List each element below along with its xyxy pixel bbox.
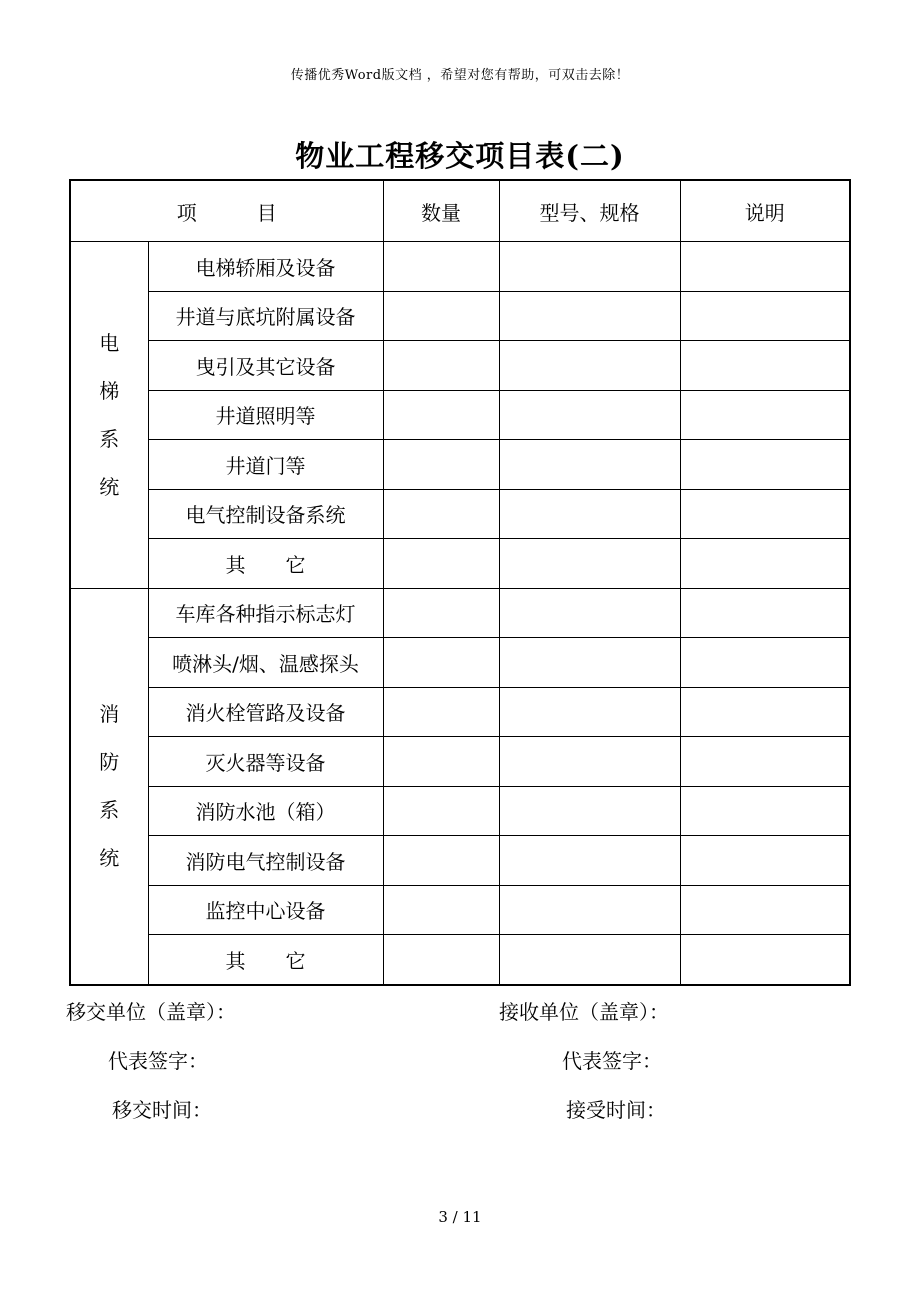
model-cell[interactable] [499, 786, 680, 836]
transfer-time-label: 移交时间： [112, 1098, 212, 1122]
document-title: 物业工程移交项目表(二) [295, 139, 625, 173]
item-name: 消防电气控制设备 [148, 836, 383, 886]
transfer-unit-label: 移交单位（盖章）： [66, 1000, 236, 1024]
model-cell[interactable] [499, 885, 680, 935]
group-label-char: 系 [99, 426, 120, 451]
note-cell[interactable] [680, 242, 850, 292]
quantity-cell[interactable] [383, 539, 499, 589]
model-cell[interactable] [499, 341, 680, 391]
quantity-cell[interactable] [383, 291, 499, 341]
item-name: 消火栓管路及设备 [148, 687, 383, 737]
item-name: 其 它 [148, 935, 383, 985]
handover-table [69, 179, 851, 986]
item-name: 曳引及其它设备 [148, 341, 383, 391]
table-row [70, 291, 850, 341]
note-cell[interactable] [680, 588, 850, 638]
header-note: 说明 [680, 180, 850, 242]
item-name: 井道门等 [148, 440, 383, 490]
quantity-cell[interactable] [383, 638, 499, 688]
item-name: 其 它 [148, 539, 383, 589]
receive-unit-label: 接收单位（盖章）： [499, 1000, 669, 1024]
item-name: 电梯轿厢及设备 [148, 242, 383, 292]
group-label-char: 统 [99, 474, 120, 499]
model-cell[interactable] [499, 687, 680, 737]
item-name: 车库各种指示标志灯 [148, 588, 383, 638]
quantity-cell[interactable] [383, 935, 499, 985]
table-row [70, 440, 850, 490]
note-cell[interactable] [680, 390, 850, 440]
table-row [70, 341, 850, 391]
header-note: 传播优秀Word版文档 ，希望对您有帮助，可双击去除！ [290, 68, 630, 83]
header-item: 项 目 [70, 180, 383, 242]
table-header-row [70, 180, 850, 242]
note-cell[interactable] [680, 539, 850, 589]
table-row [70, 737, 850, 787]
table-row [70, 687, 850, 737]
note-cell[interactable] [680, 786, 850, 836]
quantity-cell[interactable] [383, 687, 499, 737]
header-model: 型号、规格 [499, 180, 680, 242]
header-quantity: 数量 [383, 180, 499, 242]
model-cell[interactable] [499, 588, 680, 638]
note-cell[interactable] [680, 341, 850, 391]
model-cell[interactable] [499, 390, 680, 440]
item-name: 井道与底坑附属设备 [148, 291, 383, 341]
group-label-char: 防 [99, 750, 120, 774]
quantity-cell[interactable] [383, 885, 499, 935]
model-cell[interactable] [499, 737, 680, 787]
quantity-cell[interactable] [383, 836, 499, 886]
model-cell[interactable] [499, 836, 680, 886]
note-cell[interactable] [680, 836, 850, 886]
table-row [70, 588, 850, 638]
quantity-cell[interactable] [383, 588, 499, 638]
model-cell[interactable] [499, 935, 680, 985]
note-cell[interactable] [680, 291, 850, 341]
quantity-cell[interactable] [383, 737, 499, 787]
quantity-cell[interactable] [383, 489, 499, 539]
note-cell[interactable] [680, 687, 850, 737]
page-number: 3 / 11 [438, 1208, 482, 1226]
table-row [70, 539, 850, 589]
note-cell[interactable] [680, 489, 850, 539]
quantity-cell[interactable] [383, 390, 499, 440]
note-cell[interactable] [680, 737, 850, 787]
group-label-elevator [70, 242, 148, 589]
table-row [70, 885, 850, 935]
table-row [70, 638, 850, 688]
table-row [70, 489, 850, 539]
table-row [70, 390, 850, 440]
table-row [70, 242, 850, 292]
item-name: 消防水池（箱） [148, 786, 383, 836]
note-cell[interactable] [680, 935, 850, 985]
group-label-char: 消 [99, 702, 120, 726]
rep-sign-right-label: 代表签字： [562, 1049, 662, 1073]
table-row [70, 836, 850, 886]
quantity-cell[interactable] [383, 341, 499, 391]
group-label-char: 统 [99, 846, 120, 870]
model-cell[interactable] [499, 291, 680, 341]
quantity-cell[interactable] [383, 242, 499, 292]
rep-sign-left-label: 代表签字： [108, 1049, 208, 1073]
note-cell[interactable] [680, 638, 850, 688]
model-cell[interactable] [499, 440, 680, 490]
group-label-fire [70, 588, 148, 985]
group-label-char: 梯 [99, 378, 120, 403]
item-name: 电气控制设备系统 [148, 489, 383, 539]
quantity-cell[interactable] [383, 440, 499, 490]
note-cell[interactable] [680, 440, 850, 490]
note-cell[interactable] [680, 885, 850, 935]
item-name: 灭火器等设备 [148, 737, 383, 787]
model-cell[interactable] [499, 638, 680, 688]
receive-time-label: 接受时间： [566, 1098, 666, 1122]
table-row [70, 935, 850, 985]
table-row [70, 786, 850, 836]
item-name: 监控中心设备 [148, 885, 383, 935]
model-cell[interactable] [499, 489, 680, 539]
group-label-char: 系 [99, 798, 120, 822]
item-name: 井道照明等 [148, 390, 383, 440]
group-label-char: 电 [99, 330, 120, 355]
item-name: 喷淋头/烟、温感探头 [148, 638, 383, 688]
model-cell[interactable] [499, 242, 680, 292]
model-cell[interactable] [499, 539, 680, 589]
quantity-cell[interactable] [383, 786, 499, 836]
